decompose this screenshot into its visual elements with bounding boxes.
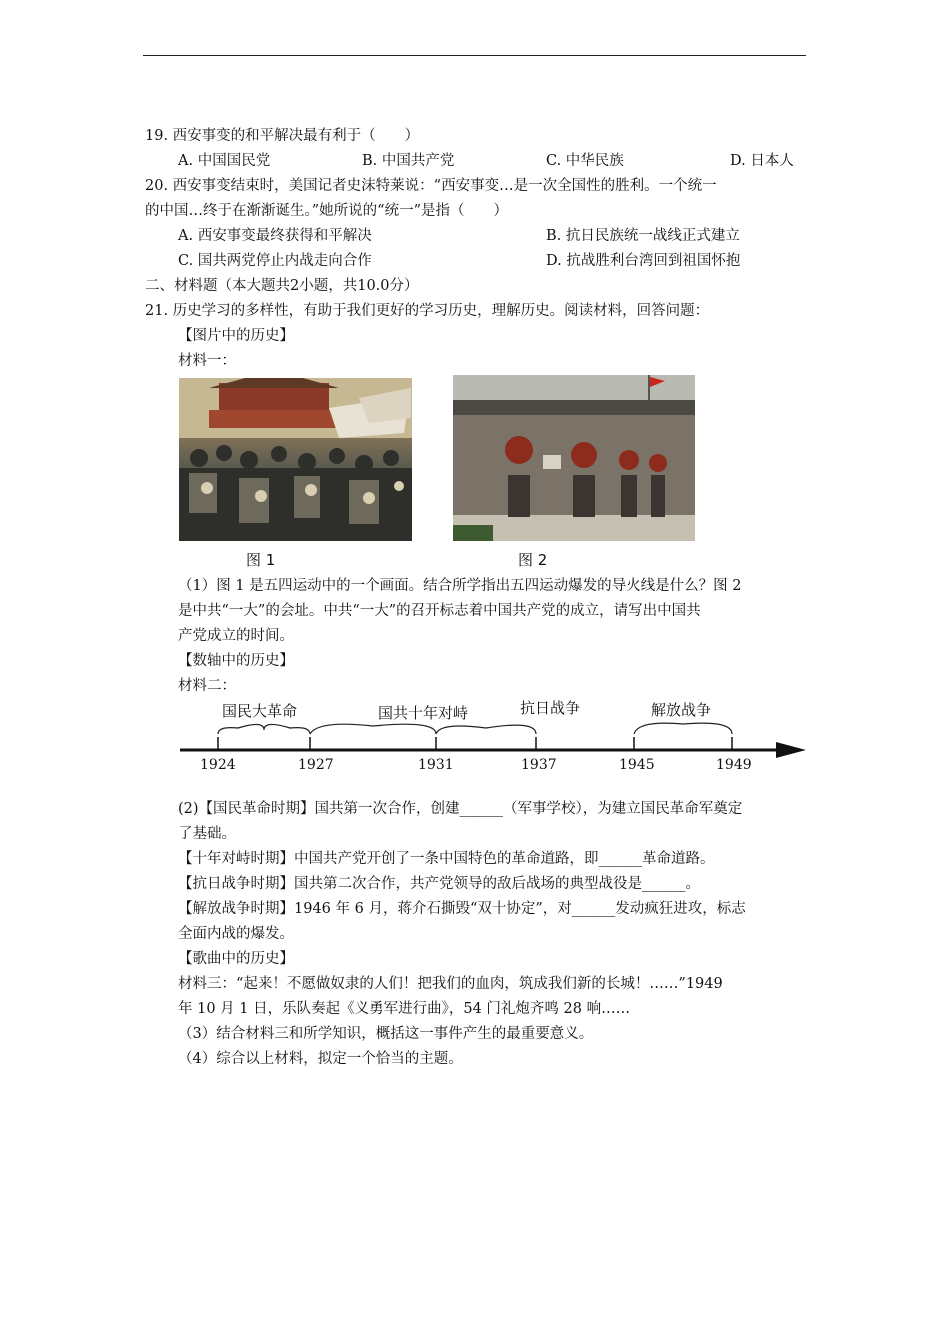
q21-part2-line4: 【抗日战争时期】国共第二次合作，共产党领导的敌后战场的典型战役是______。 bbox=[178, 876, 700, 892]
header-rule bbox=[143, 55, 806, 56]
q21-part2-line2: 了基础。 bbox=[178, 826, 236, 842]
timeline-year-1924: 1924 bbox=[200, 757, 236, 773]
timeline-period-ten-year-confrontation: 国共十年对峙 bbox=[378, 704, 469, 722]
q19-option-b: B. 中国共产党 bbox=[362, 153, 455, 169]
q20-option-b: B. 抗日民族统一战线正式建立 bbox=[546, 228, 740, 244]
q21-stem: 21. 历史学习的多样性，有助于我们更好的学习历史，理解历史。阅读材料，回答问题： bbox=[145, 303, 710, 319]
may-fourth-photo bbox=[179, 378, 412, 541]
timeline-year-1945: 1945 bbox=[619, 757, 655, 773]
q21-part2-line3: 【十年对峙时期】中国共产党开创了一条中国特色的革命道路，即______革命道路。 bbox=[178, 851, 715, 867]
figure-2-caption: 图 2 bbox=[518, 551, 548, 569]
timeline-year-1937: 1937 bbox=[521, 757, 557, 773]
timeline-period-liberation-war: 解放战争 bbox=[651, 701, 712, 719]
timeline-history-heading: 【数轴中的历史】 bbox=[178, 653, 294, 669]
q20-stem-line2: 的中国…终于在渐渐诞生。”她所说的“统一”是指（ ） bbox=[145, 203, 508, 219]
picture-history-heading: 【图片中的历史】 bbox=[178, 328, 294, 344]
q20-option-d: D. 抗战胜利台湾回到祖国怀抱 bbox=[546, 253, 741, 269]
q21-part3: （3）结合材料三和所学知识，概括这一事件产生的最重要意义。 bbox=[178, 1026, 594, 1042]
q19-option-a: A. 中国国民党 bbox=[178, 153, 271, 169]
q21-part4: （4）综合以上材料，拟定一个恰当的主题。 bbox=[178, 1051, 463, 1067]
q20-stem-line1: 20. 西安事变结束时，美国记者史沫特莱说：“西安事变…是一次全国性的胜利。一个统一 bbox=[145, 178, 717, 194]
material-two-label: 材料二： bbox=[178, 678, 236, 694]
timeline-period-national-revolution: 国民大革命 bbox=[222, 702, 298, 720]
song-history-heading: 【歌曲中的历史】 bbox=[178, 951, 294, 967]
material-three-line1: 材料三：“起来！不愿做奴隶的人们！把我们的血肉，筑成我们新的长城！……”1949 bbox=[178, 976, 723, 992]
timeline-period-anti-japanese-war: 抗日战争 bbox=[520, 699, 581, 717]
q21-part2-line6: 全面内战的爆发。 bbox=[178, 926, 294, 942]
q21-part2-line1: (2)【国民革命时期】国共第一次合作，创建______（军事学校），为建立国民革命军奠定 bbox=[178, 801, 743, 817]
q19-option-d: D. 日本人 bbox=[730, 153, 794, 169]
timeline-year-1949: 1949 bbox=[716, 757, 752, 773]
q19-option-c: C. 中华民族 bbox=[546, 153, 624, 169]
cpc-congress-site-photo bbox=[453, 375, 695, 541]
figure-1-caption: 图 1 bbox=[246, 551, 276, 569]
q21-part1-line3: 产党成立的时间。 bbox=[178, 628, 294, 644]
section-heading: 二、材料题（本大题共2小题，共10.0分） bbox=[145, 278, 419, 294]
q21-part1-line1: （1）图 1 是五四运动中的一个画面。结合所学指出五四运动爆发的导火线是什么？图 2 bbox=[178, 578, 742, 594]
material-three-line2: 年 10 月 1 日，乐队奏起《义勇军进行曲》，54 门礼炮齐鸣 28 响…… bbox=[178, 1001, 631, 1017]
material-one-label: 材料一： bbox=[178, 353, 236, 369]
timeline-year-1927: 1927 bbox=[298, 757, 334, 773]
q21-part2-line5: 【解放战争时期】1946 年 6 月，蒋介石撕毁“双十协定”，对______发动疯狂进攻，标志 bbox=[178, 901, 746, 917]
timeline-year-1931: 1931 bbox=[418, 757, 454, 773]
q19-stem: 19. 西安事变的和平解决最有利于（ ） bbox=[145, 128, 420, 144]
q20-option-a: A. 西安事变最终获得和平解决 bbox=[178, 228, 372, 244]
q21-part1-line2: 是中共“一大”的会址。中共“一大”的召开标志着中国共产党的成立，请写出中国共 bbox=[178, 603, 701, 619]
q20-option-c: C. 国共两党停止内战走向合作 bbox=[178, 253, 372, 269]
